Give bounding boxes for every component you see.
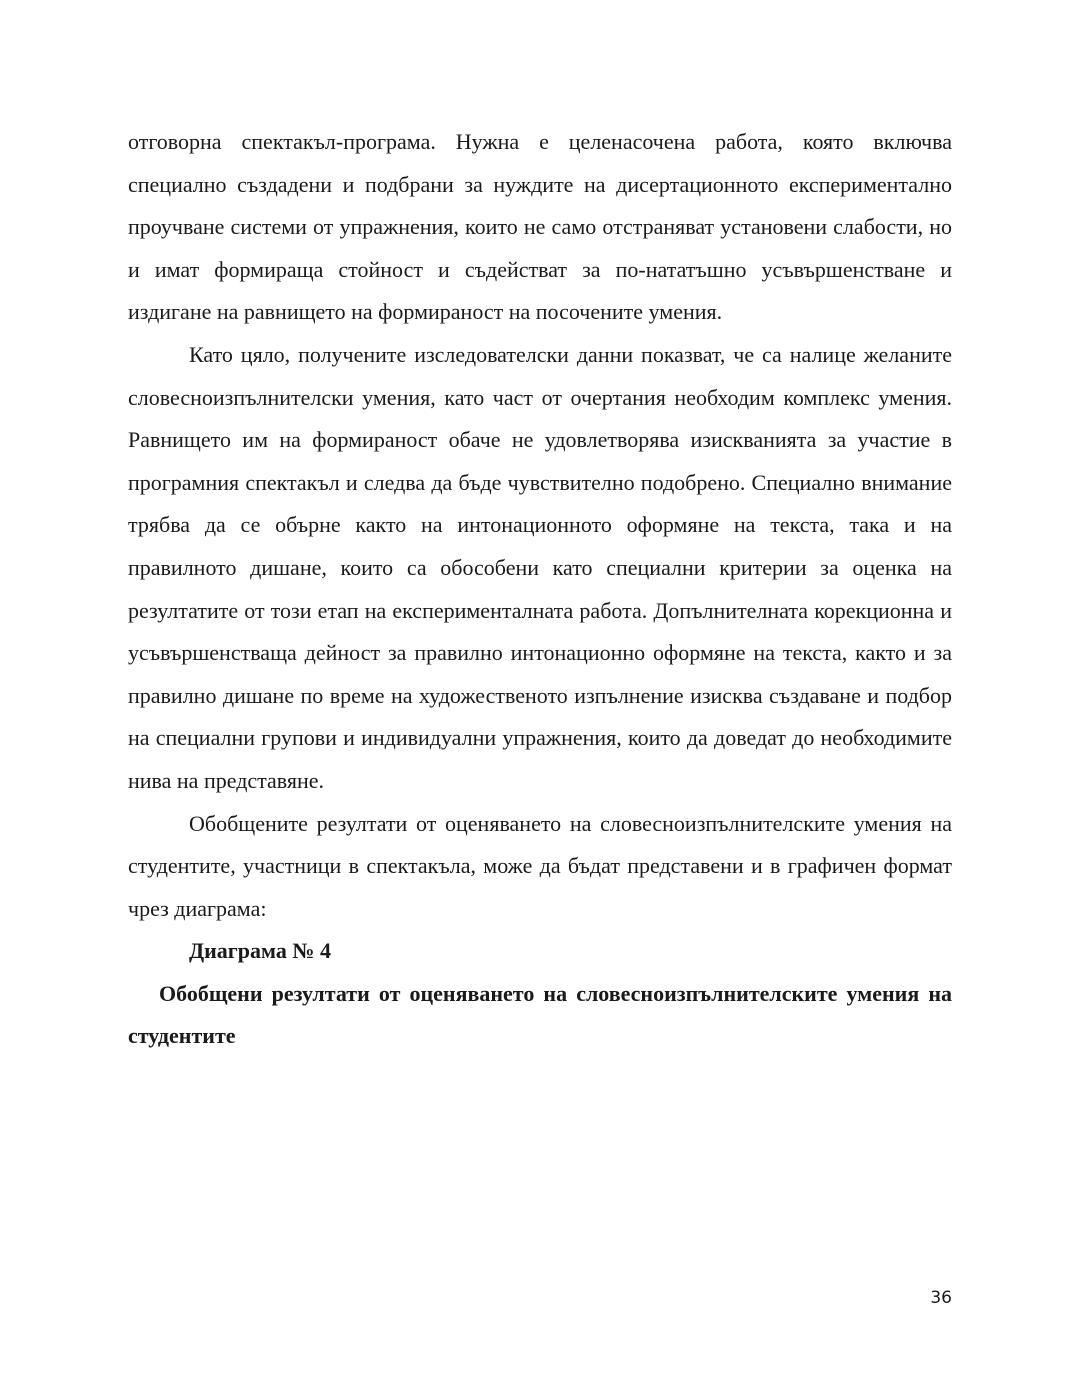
paragraph-continuation: отговорна спектакъл-програма. Нужна е целенасочена работа, която включва специално създадени и подбрани за нуждите на дисертационното експериментално проучване системи от упражнения, които не само отстраняват установени слабости, но и имат формираща стойност и съдействат за по-нататъшно усъвършенстване и издигане на равнището на формираност на посочените умения.: [128, 129, 952, 325]
document-body: [128, 121, 952, 1058]
page-number: 36: [930, 1288, 952, 1308]
diagram-title: Обобщени резултати от оценяването на словесноизпълнителските умения на студентите: [128, 980, 952, 1049]
diagram-number: Диаграма № 4: [189, 938, 331, 964]
paragraph-research-data: Като цяло, получените изследователски данни показват, че са налице желаните словесноизпълнителски умения, като част от очертания необходим комплекс умения. Равнището им на формираност обаче не удовлетворява изискванията за участие в програмния спектакъл и следва да бъде чувствително подобрено. Специално внимание трябва да се обърне както на интонационното оформяне на текста, така и на правилното дишане, които са обособени като специални критерии за оценка на резултатите от този етап на експерименталната работа. Допълнителната корекционна и усъвършенстваща дейност за правилно интонационно оформяне на текста, както и за правилно дишане по време на художественото изпълнение изисква създаване и подбор на специални групови и индивидуални упражнения, които да доведат до необходимите нива на представяне.: [128, 341, 952, 793]
paragraph-summary-results: Обобщените резултати от оценяването на словесноизпълнителските умения на студентите, участници в спектакъла, може да бъдат представени и в графичен формат чрез диаграма:: [128, 810, 952, 921]
